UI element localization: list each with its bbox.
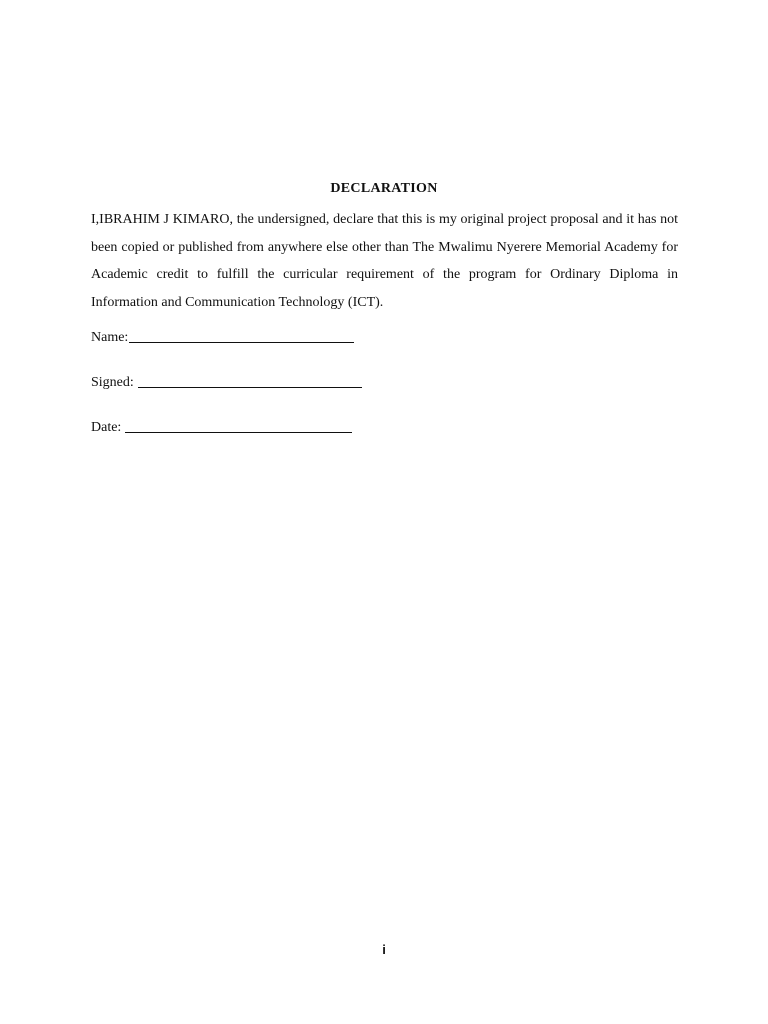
declaration-paragraph: I,IBRAHIM J KIMARO, the undersigned, declare that this is my original project proposal and it has not been copied or published from anywhere else other than The Mwalimu Nyerere Memorial Academy for Academic credit to fulfill the curricular requirement of the program for Ordinary Diploma in Information and Communication Technology (ICT). [91, 212, 678, 310]
signed-label: Signed: [91, 375, 134, 390]
name-field [91, 328, 354, 346]
name-label: Name: [91, 330, 129, 345]
signed-blank-line [138, 373, 362, 388]
page-number: i [382, 942, 386, 957]
date-field [91, 418, 352, 436]
name-blank-line [129, 328, 354, 343]
signed-field [91, 373, 362, 391]
date-blank-line [125, 418, 352, 433]
date-label: Date: [91, 420, 122, 435]
declaration-heading: DECLARATION [330, 181, 438, 196]
